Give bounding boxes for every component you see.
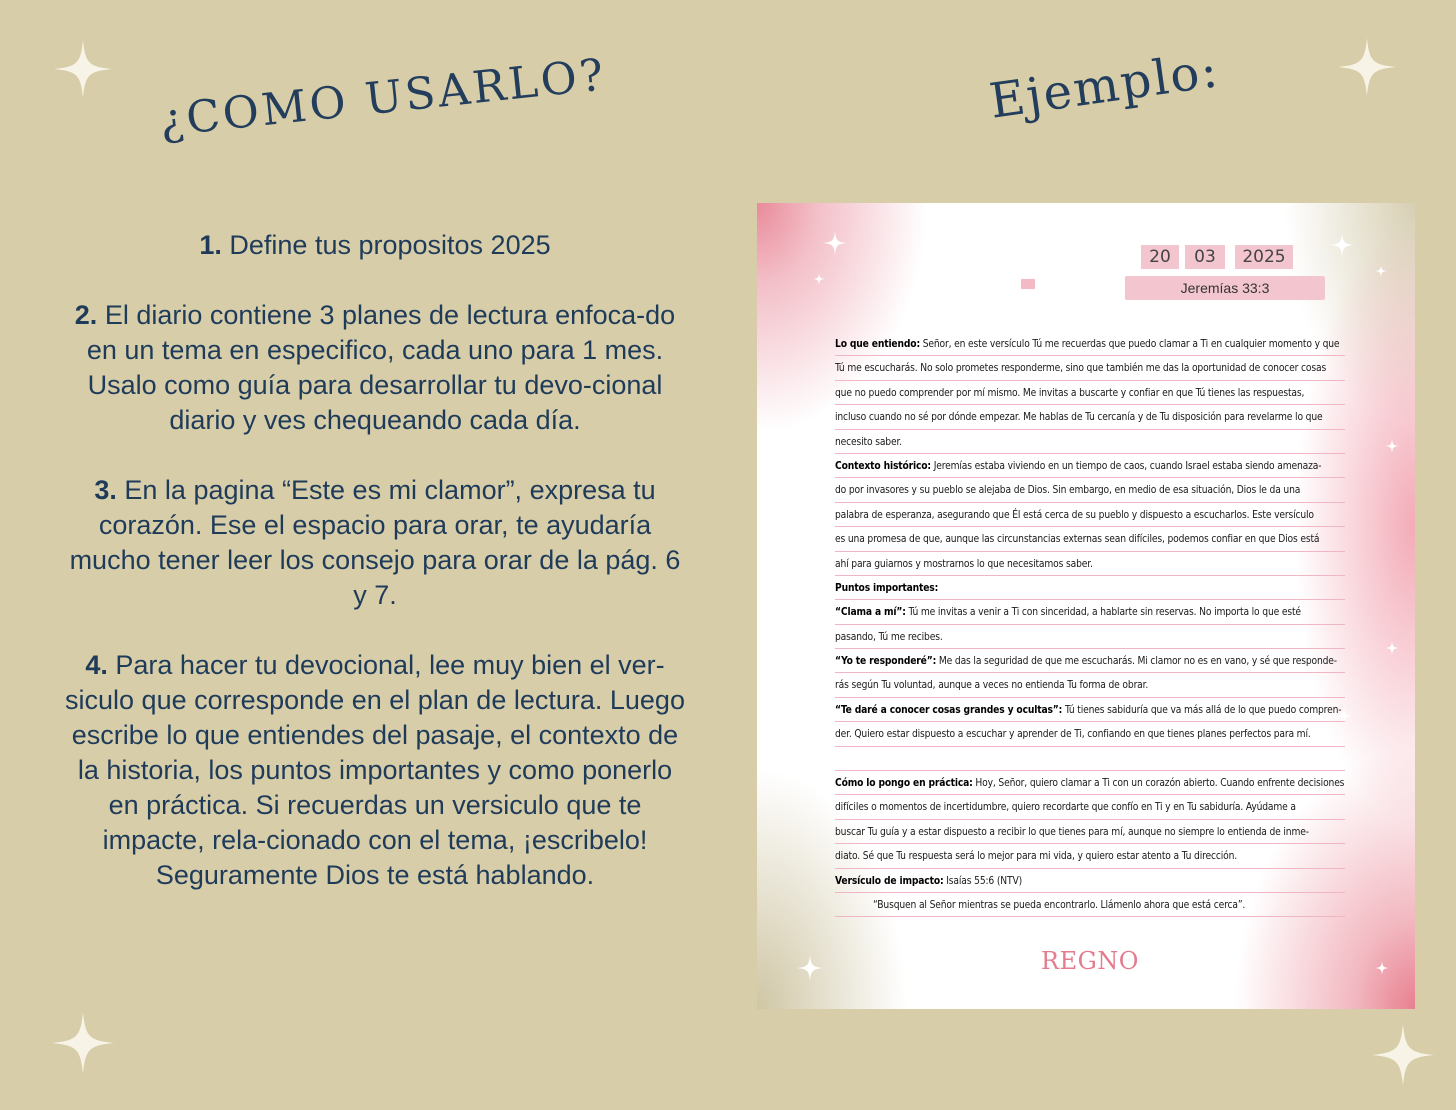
- journal-line: [835, 454, 1345, 478]
- instructions-list: [60, 228, 690, 928]
- journal-line: [835, 356, 1345, 380]
- line-text: incluso cuando no sé por dónde empezar. Me hablas de Tu cercanía y de Tu disposición para revelarme lo que: [835, 412, 1323, 424]
- line-text: ahí para guiarnos y mostrarnos lo que necesitamos saber.: [835, 558, 1093, 570]
- journal-line: [835, 527, 1345, 551]
- journal-line: [835, 698, 1345, 722]
- line-text: Isaías 55:6 (NTV): [943, 875, 1022, 887]
- line-text: Tú me escucharás. No solo prometes responderme, sino que también me das la oportunidad de conocer cosas: [835, 363, 1327, 375]
- line-text: necesito saber.: [835, 436, 902, 448]
- journal-line: [835, 673, 1345, 697]
- sparkle-icon: [1372, 1024, 1434, 1086]
- sparkle-icon: [1330, 233, 1354, 257]
- line-text: es una promesa de que, aunque las circunstancias externas sean difíciles, podemos confiar en que Dios está: [835, 534, 1320, 546]
- item-text: En la pagina “Este es mi clamor”, expresa tu corazón. Ese el espacio para orar, te ayudaría mucho tener leer los consejo para orar de la pág. 6 y 7.: [69, 475, 681, 610]
- sparkle-icon: [1385, 439, 1399, 453]
- sparkle-icon: [813, 273, 825, 285]
- line-text: diato. Sé que Tu respuesta será lo mejor para mi vida, y quiero estar atento a Tu dirección.: [835, 851, 1238, 863]
- journal-line: [835, 795, 1345, 819]
- journal-lines: [835, 332, 1345, 917]
- sparkle-icon: [54, 40, 112, 98]
- journal-line: [835, 625, 1345, 649]
- line-text: buscar Tu guía y a estar dispuesto a recibir lo que tienes para mí, aunque no siempre lo entienda de inme-: [835, 826, 1309, 838]
- journal-line: [835, 430, 1345, 454]
- line-text: Señor, en este versículo Tú me recuerdas que puedo clamar a Ti en cualquier momento y que: [919, 339, 1340, 350]
- verse-reference: Jeremías 33:3: [1125, 276, 1325, 300]
- journal-line: [835, 552, 1345, 576]
- sparkle-icon: [1338, 38, 1396, 96]
- journal-line: [835, 722, 1345, 746]
- decorative-mark: [1021, 279, 1035, 289]
- journal-line: [835, 771, 1345, 795]
- journal-line: [835, 844, 1345, 868]
- instruction-item-3: [60, 473, 690, 613]
- journal-line: [835, 381, 1345, 405]
- item-number: 3.: [94, 475, 117, 505]
- instruction-item-4: [60, 648, 690, 893]
- line-label: Lo que entiendo:: [835, 339, 920, 350]
- line-text: Jeremías estaba viviendo en un tiempo de caos, cuando Israel estaba siendo amenaza-: [930, 460, 1322, 472]
- line-text: rás según Tu voluntad, aunque a veces no entienda Tu forma de obrar.: [835, 680, 1149, 692]
- line-label: “Clama a mí”:: [835, 607, 906, 619]
- line-text: “Busquen al Señor mientras se pueda encontrarlo. Llámenlo ahora que está cerca”.: [873, 899, 1246, 911]
- item-text: Para hacer tu devocional, lee muy bien el ver-siculo que corresponde en el plan de lectura. Luego escribe lo que entiendes del pasaje, el contexto de la historia, los puntos importantes y como ponerlo en práctica. Si recuerdas un versiculo que te impacte, rela-cionado con el tema, ¡escribelo! Seguramente Dios te está hablando.: [65, 650, 685, 890]
- item-text: Define tus propositos 2025: [229, 230, 551, 260]
- line-label: “Yo te responderé”:: [835, 656, 937, 668]
- line-text: difíciles o momentos de incertidumbre, quiero recordarte que confío en Ti y en Tu sabiduría. Ayúdame a: [835, 802, 1296, 814]
- journal-line: [835, 820, 1345, 844]
- line-text: que no puedo comprender por mí mismo. Me invitas a buscarte y confiar en que Tú tienes las respuestas,: [835, 387, 1305, 399]
- journal-line: [835, 332, 1345, 356]
- journal-line: [835, 893, 1345, 917]
- date-month: 03: [1185, 245, 1225, 269]
- line-text: der. Quiero estar dispuesto a escuchar y aprender de Ti, confiando en que tienes planes perfectos para mí.: [835, 729, 1311, 741]
- sparkle-icon: [52, 1012, 114, 1074]
- item-number: 2.: [74, 300, 98, 330]
- journal-line: [835, 747, 1345, 771]
- line-label: Puntos importantes:: [835, 582, 939, 594]
- journal-line: [835, 503, 1345, 527]
- line-label: Versículo de impacto:: [835, 875, 944, 887]
- brand-logo: REGNO: [1041, 947, 1139, 975]
- sparkle-icon: [823, 231, 847, 255]
- sparkle-icon: [1375, 961, 1389, 975]
- instruction-item-1: [60, 228, 690, 263]
- line-label: Cómo lo pongo en práctica:: [835, 778, 973, 790]
- item-number: 1.: [199, 230, 222, 260]
- sparkle-icon: [1375, 265, 1387, 277]
- journal-line: [835, 478, 1345, 502]
- date-day: 20: [1141, 245, 1179, 269]
- instruction-item-2: [60, 298, 690, 438]
- line-label: Contexto histórico:: [835, 460, 931, 472]
- item-number: 4.: [85, 650, 108, 680]
- sparkle-icon: [1385, 641, 1399, 655]
- line-text: Me das la seguridad de que me escucharás. Mi clamor no es en vano, y sé que responde-: [936, 656, 1337, 668]
- date-year: 2025: [1235, 245, 1293, 269]
- journal-line: [835, 405, 1345, 429]
- line-text: palabra de esperanza, asegurando que Él está cerca de su pueblo y dispuesto a escucharlos. Este versículo: [835, 509, 1314, 521]
- line-text: pasando, Tú me recibes.: [835, 631, 943, 643]
- line-text: Hoy, Señor, quiero clamar a Ti con un corazón abierto. Cuando enfrente decisiones: [972, 778, 1345, 790]
- example-title: Ejemplo:: [986, 42, 1223, 130]
- journal-line: [835, 600, 1345, 624]
- line-label: “Te daré a conocer cosas grandes y ocultas”:: [835, 704, 1063, 716]
- journal-line: [835, 576, 1345, 600]
- journal-line: [835, 869, 1345, 893]
- sparkle-icon: [797, 955, 823, 981]
- journal-line: [835, 649, 1345, 673]
- line-text: Tú tienes sabiduría que va más allá de lo que puedo compren-: [1062, 704, 1342, 716]
- line-text: Tú me invitas a venir a Ti con sinceridad, a hablarte sin reservas. No importa lo que esté: [905, 607, 1301, 619]
- page-title: ¿COMO USARLO?: [157, 49, 609, 147]
- line-text: do por invasores y su pueblo se alejaba de Dios. Sin embargo, en medio de esa situación, Dios le da una: [835, 485, 1301, 497]
- journal-page-example: [757, 203, 1415, 1009]
- item-text: El diario contiene 3 planes de lectura enfoca-do en un tema en especifico, cada uno para 1 mes. Usalo como guía para desarrollar tu devo-cional diario y ves chequeando cada día.: [86, 300, 676, 435]
